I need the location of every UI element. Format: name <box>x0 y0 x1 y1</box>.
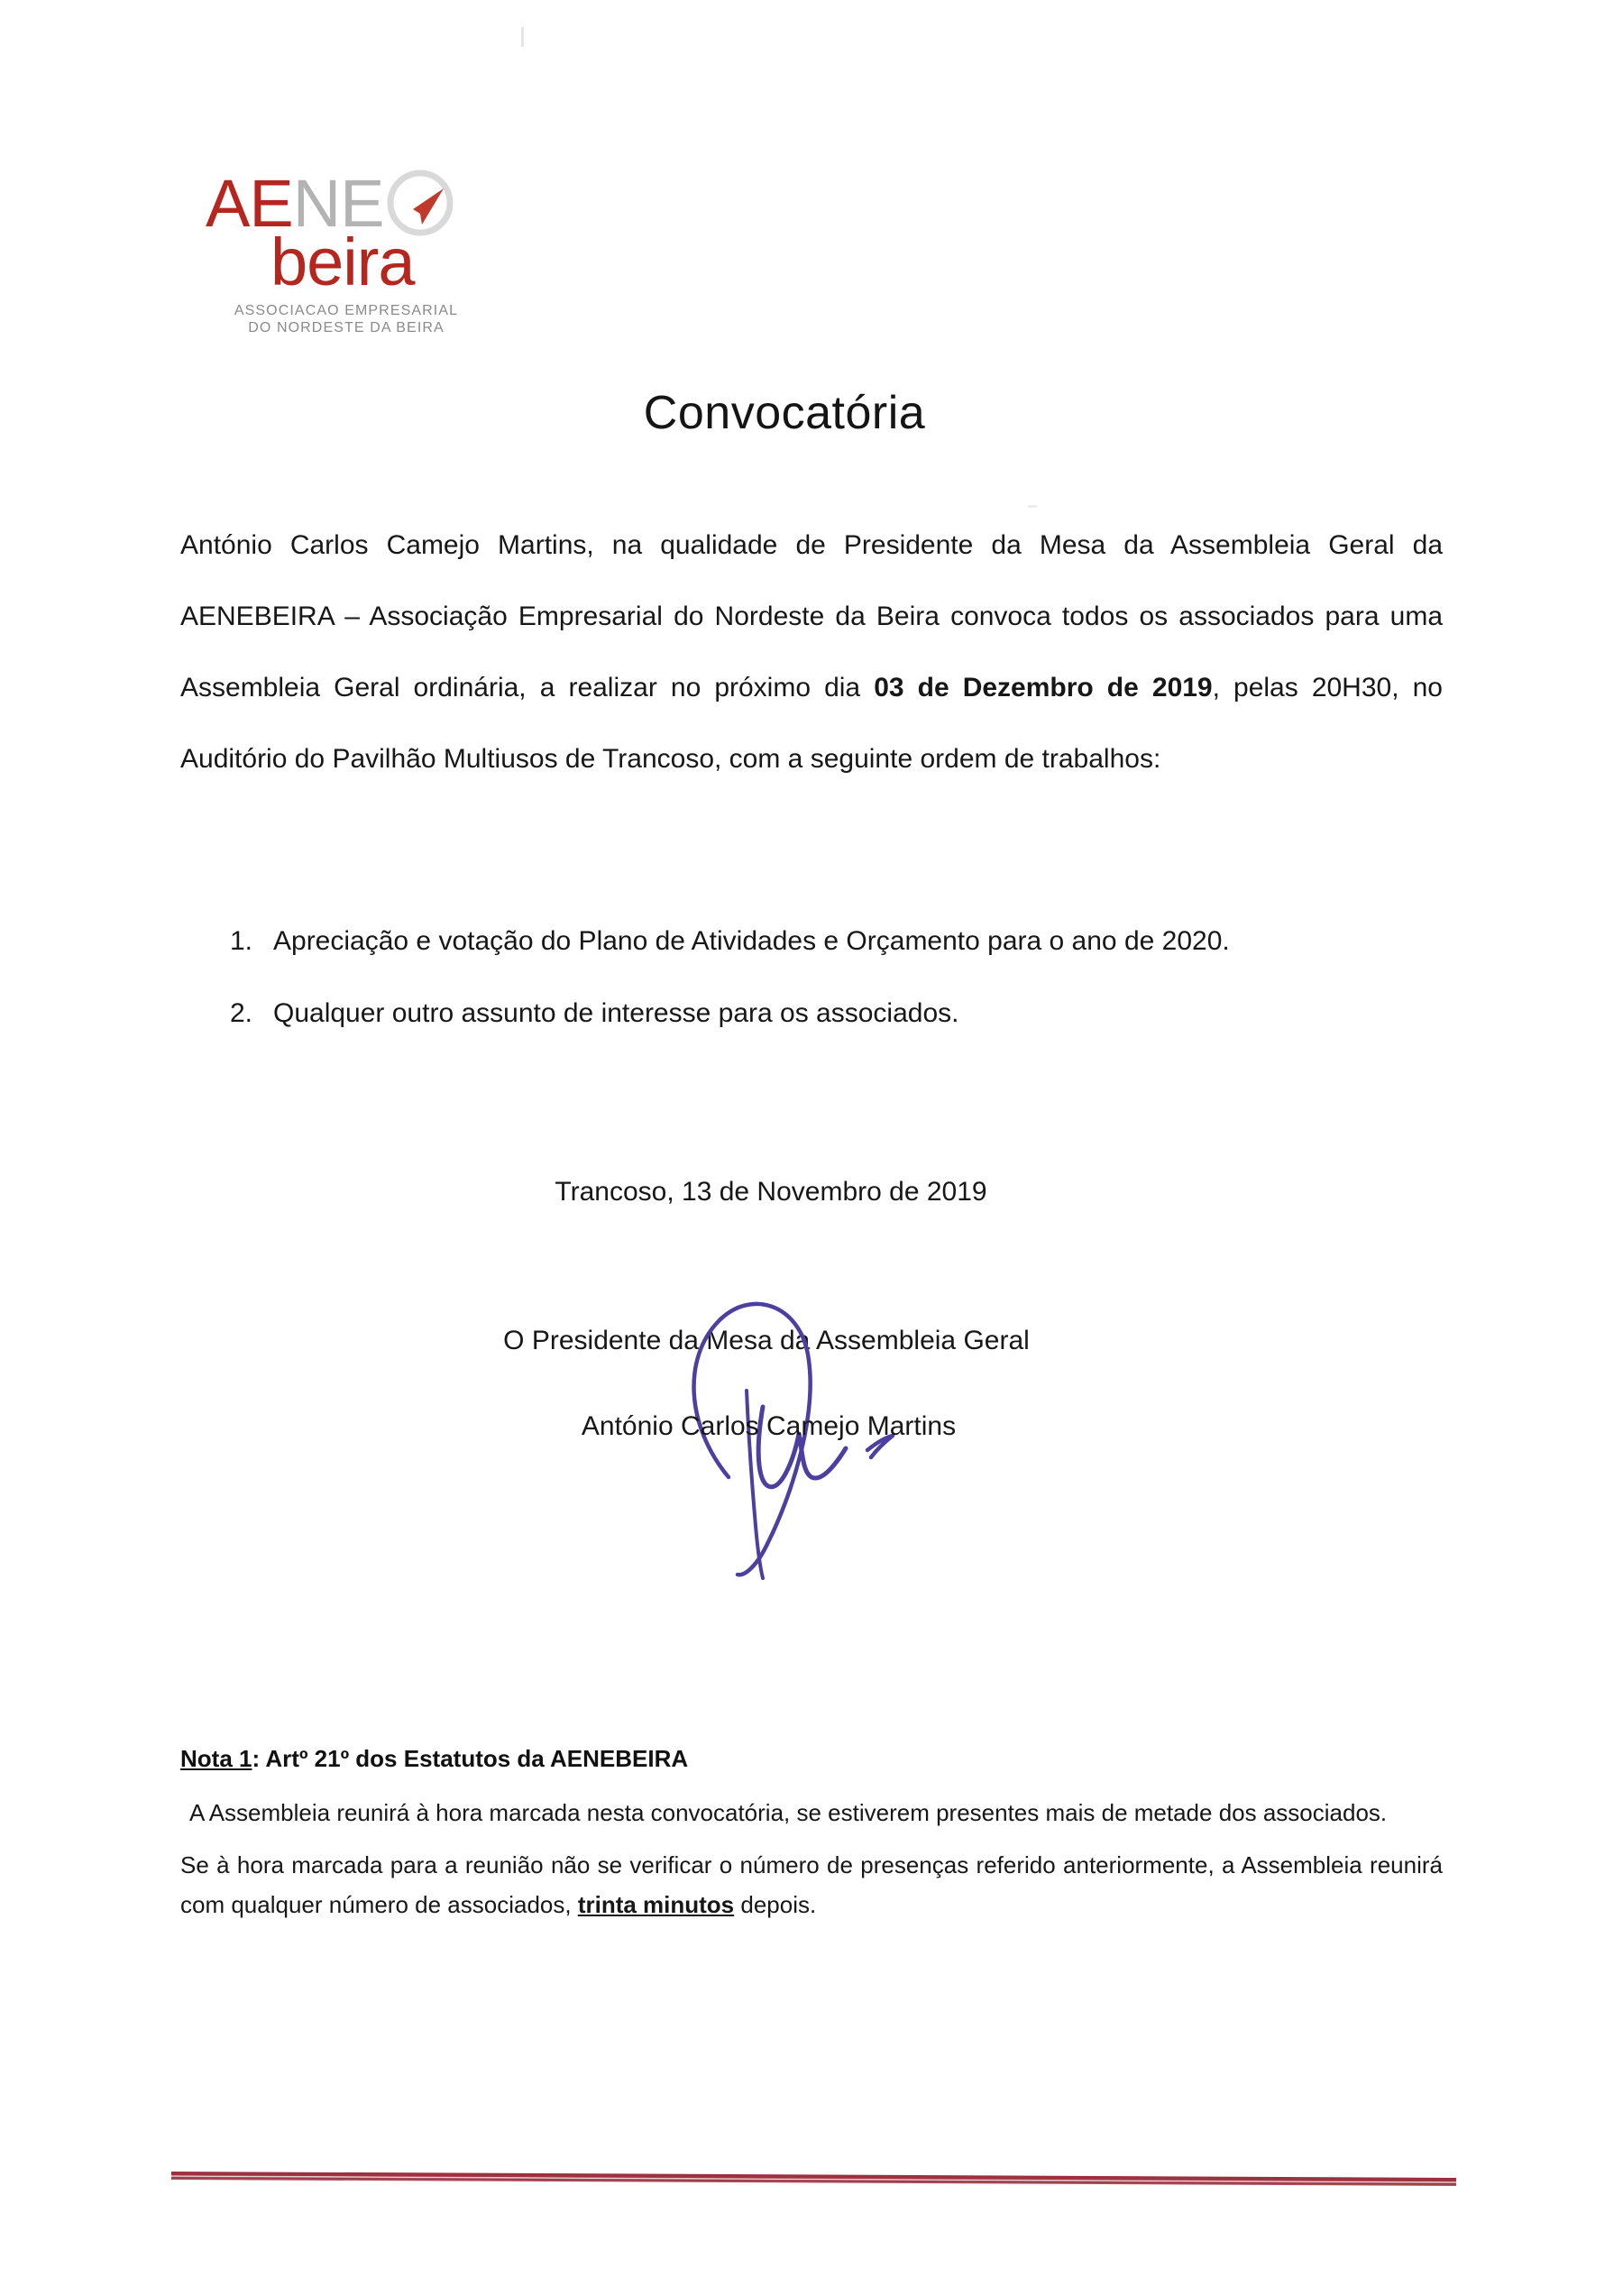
signature-name-line <box>0 1411 1623 1442</box>
footer-divider <box>171 2172 1456 2186</box>
scan-artifact <box>1028 505 1037 508</box>
convocation-paragraph-run-3: , pelas 20H30, no Auditório do Pavilhão Multiusos de Trancoso, com a seguinte ordem de trabalhos: <box>180 673 1443 774</box>
scan-artifact <box>521 27 524 47</box>
logo-tagline-line-2: DO NORDESTE DA BEIRA <box>248 320 445 335</box>
list-item-label: Qualquer outro assunto de interesse para os associados. <box>273 998 959 1028</box>
note-paragraph-2 <box>180 1845 1443 1924</box>
logo-tagline-line-1: ASSOCIACAO EMPRESARIAL <box>234 303 459 318</box>
convocation-paragraph-run-2: 03 de Dezembro de 2019 <box>874 673 1213 703</box>
note-paragraph-1: A Assembleia reunirá à hora marcada nesta convocatória, se estiverem presentes mais de metade dos associados. <box>189 1799 1388 1826</box>
signature-name-text: António Carlos Camejo Martins <box>581 1411 957 1441</box>
organization-logo <box>206 167 503 336</box>
note-paragraph-2-pre: Se à hora marcada para a reunião não se verificar o número de presenças referido anteriormente, a Assembleia reunirá com qualquer número de associados, <box>180 1851 1443 1918</box>
convocation-paragraph <box>180 510 1443 794</box>
logo-tagline <box>211 302 481 336</box>
note-heading <box>180 1745 1443 1773</box>
signature-role-text: O Presidente da Mesa da Assembleia Geral <box>503 1326 1030 1355</box>
list-item-label: Apreciação e votação do Plano de Atividades e Orçamento para o ano de 2020. <box>273 926 1230 956</box>
circle-arrow-icon <box>386 169 454 237</box>
list-item-number: 1. <box>230 926 253 956</box>
list-item <box>230 924 1447 959</box>
logo-text-beira: beira <box>270 225 415 299</box>
page-title <box>0 386 1623 440</box>
logo-wordmark-top <box>206 167 503 241</box>
notes-section <box>180 1745 1443 1937</box>
note-paragraph-2-post: depois. <box>734 1891 817 1918</box>
signature-role-line <box>0 1326 1623 1356</box>
agenda-list <box>230 924 1447 1069</box>
place-and-date <box>0 1177 1623 1208</box>
note-paragraph-2-emphasis: trinta minutos <box>577 1891 735 1918</box>
logo-text-ne: NE <box>292 166 384 241</box>
page-title-text: Convocatória <box>643 387 926 439</box>
logo-text-ae: AE <box>206 166 293 241</box>
note-heading-underlined: Nota 1 <box>180 1745 252 1772</box>
list-item-number: 2. <box>230 998 253 1028</box>
list-item <box>230 996 1447 1031</box>
body-section <box>180 510 1443 794</box>
place-and-date-text: Trancoso, 13 de Novembro de 2019 <box>555 1177 987 1207</box>
convocation-paragraph-run-1: António Carlos Camejo Martins, na qualidade de Presidente da Mesa da Assembleia Geral da AENEBEIRA – Associação Empresarial do Nordeste da Beira convoca todos os associados para uma Assembleia Geral ordinária, a realizar no próximo dia <box>180 530 1443 703</box>
note-heading-rest: : Artº 21º dos Estatutos da AENEBEIRA <box>252 1745 689 1772</box>
